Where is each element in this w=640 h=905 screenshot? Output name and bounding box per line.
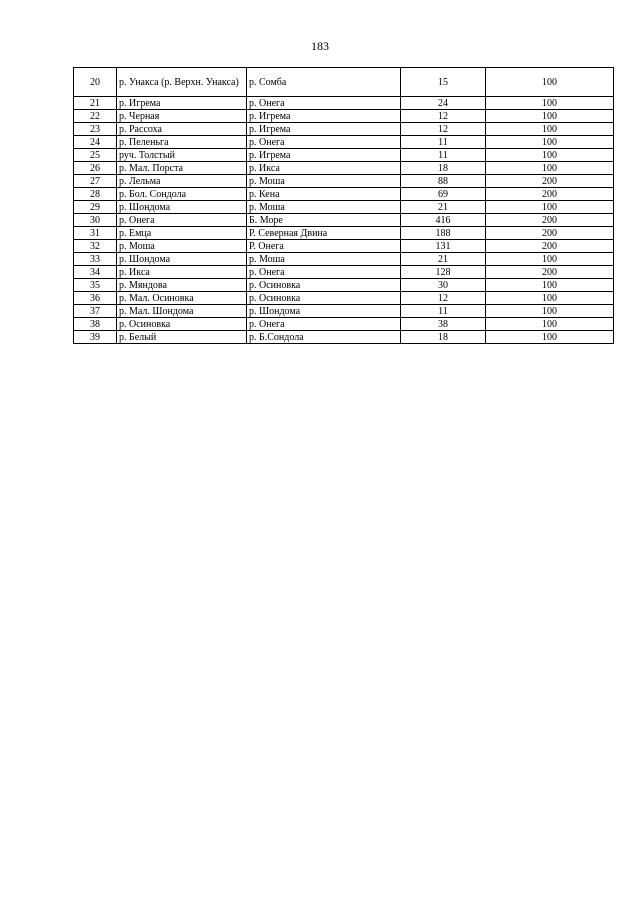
- table-row: [74, 331, 614, 344]
- protection-zone-width: 200: [486, 175, 614, 188]
- river-name: р. Лельма: [117, 175, 247, 188]
- row-number: 30: [74, 214, 117, 227]
- table-row: [74, 68, 614, 97]
- protection-zone-width: 100: [486, 68, 614, 97]
- table-row: [74, 201, 614, 214]
- protection-zone-width: 100: [486, 162, 614, 175]
- river-name: р. Черная: [117, 110, 247, 123]
- row-number: 34: [74, 266, 117, 279]
- table-row: [74, 149, 614, 162]
- table-row: [74, 136, 614, 149]
- table-row: [74, 188, 614, 201]
- river-mouth: р. Игрема: [247, 149, 401, 162]
- river-length: 24: [401, 97, 486, 110]
- river-name: р. Моша: [117, 240, 247, 253]
- river-name: р. Рассоха: [117, 123, 247, 136]
- row-number: 33: [74, 253, 117, 266]
- river-name: р. Онега: [117, 214, 247, 227]
- river-mouth: р. Онега: [247, 318, 401, 331]
- river-mouth: р. Моша: [247, 201, 401, 214]
- row-number: 29: [74, 201, 117, 214]
- river-mouth: р. Б.Сондола: [247, 331, 401, 344]
- river-mouth: Р. Онега: [247, 240, 401, 253]
- river-name: р. Шондома: [117, 201, 247, 214]
- river-mouth: Б. Море: [247, 214, 401, 227]
- river-length: 88: [401, 175, 486, 188]
- river-mouth: р. Онега: [247, 97, 401, 110]
- river-mouth: Р. Северная Двина: [247, 227, 401, 240]
- river-length: 15: [401, 68, 486, 97]
- protection-zone-width: 100: [486, 201, 614, 214]
- river-length: 11: [401, 305, 486, 318]
- table-row: [74, 318, 614, 331]
- table-row: [74, 97, 614, 110]
- row-number: 38: [74, 318, 117, 331]
- river-name: р. Икса: [117, 266, 247, 279]
- row-number: 36: [74, 292, 117, 305]
- river-name: р. Мал. Порста: [117, 162, 247, 175]
- protection-zone-width: 100: [486, 97, 614, 110]
- protection-zone-width: 200: [486, 266, 614, 279]
- row-number: 37: [74, 305, 117, 318]
- protection-zone-width: 200: [486, 227, 614, 240]
- river-mouth: р. Моша: [247, 253, 401, 266]
- river-name: р. Емца: [117, 227, 247, 240]
- river-mouth: р. Игрема: [247, 123, 401, 136]
- row-number: 27: [74, 175, 117, 188]
- river-name: р. Белый: [117, 331, 247, 344]
- river-length: 416: [401, 214, 486, 227]
- table-row: [74, 175, 614, 188]
- river-name: р. Игрема: [117, 97, 247, 110]
- table-row: [74, 279, 614, 292]
- row-number: 25: [74, 149, 117, 162]
- river-length: 69: [401, 188, 486, 201]
- river-name: р. Пеленьга: [117, 136, 247, 149]
- river-mouth: р. Онега: [247, 136, 401, 149]
- river-mouth: р. Осиновка: [247, 292, 401, 305]
- protection-zone-width: 100: [486, 149, 614, 162]
- table-row: [74, 266, 614, 279]
- river-mouth: р. Игрема: [247, 110, 401, 123]
- river-mouth: р. Моша: [247, 175, 401, 188]
- row-number: 23: [74, 123, 117, 136]
- river-mouth: р. Онега: [247, 266, 401, 279]
- river-length: 21: [401, 253, 486, 266]
- table-row: [74, 110, 614, 123]
- table-row: [74, 123, 614, 136]
- river-length: 12: [401, 110, 486, 123]
- protection-zone-width: 200: [486, 240, 614, 253]
- rivers-table: [73, 67, 614, 344]
- row-number: 39: [74, 331, 117, 344]
- protection-zone-width: 100: [486, 318, 614, 331]
- row-number: 35: [74, 279, 117, 292]
- river-name: р. Унакса (р. Верхн. Унакса): [117, 68, 247, 97]
- river-length: 188: [401, 227, 486, 240]
- river-length: 11: [401, 136, 486, 149]
- river-name: руч. Толстый: [117, 149, 247, 162]
- table-row: [74, 240, 614, 253]
- rivers-table-body: [74, 68, 614, 344]
- river-name: р. Мяндова: [117, 279, 247, 292]
- table-row: [74, 214, 614, 227]
- protection-zone-width: 200: [486, 214, 614, 227]
- river-length: 18: [401, 162, 486, 175]
- protection-zone-width: 100: [486, 279, 614, 292]
- river-mouth: р. Кена: [247, 188, 401, 201]
- page-number: 183: [311, 39, 329, 53]
- river-length: 38: [401, 318, 486, 331]
- protection-zone-width: 100: [486, 292, 614, 305]
- table-row: [74, 292, 614, 305]
- river-name: р. Мал. Шондома: [117, 305, 247, 318]
- protection-zone-width: 100: [486, 110, 614, 123]
- river-length: 12: [401, 123, 486, 136]
- river-mouth: р. Сомба: [247, 68, 401, 97]
- river-length: 12: [401, 292, 486, 305]
- river-length: 18: [401, 331, 486, 344]
- row-number: 20: [74, 68, 117, 97]
- river-length: 128: [401, 266, 486, 279]
- river-length: 11: [401, 149, 486, 162]
- protection-zone-width: 100: [486, 253, 614, 266]
- row-number: 31: [74, 227, 117, 240]
- river-name: р. Бол. Сондола: [117, 188, 247, 201]
- river-mouth: р. Шондома: [247, 305, 401, 318]
- river-length: 131: [401, 240, 486, 253]
- river-length: 21: [401, 201, 486, 214]
- river-name: р. Осиновка: [117, 318, 247, 331]
- table-row: [74, 253, 614, 266]
- table-row: [74, 305, 614, 318]
- river-length: 30: [401, 279, 486, 292]
- protection-zone-width: 100: [486, 123, 614, 136]
- row-number: 21: [74, 97, 117, 110]
- row-number: 26: [74, 162, 117, 175]
- protection-zone-width: 100: [486, 331, 614, 344]
- table-row: [74, 162, 614, 175]
- protection-zone-width: 200: [486, 188, 614, 201]
- protection-zone-width: 100: [486, 136, 614, 149]
- row-number: 22: [74, 110, 117, 123]
- river-name: р. Шондома: [117, 253, 247, 266]
- row-number: 24: [74, 136, 117, 149]
- river-mouth: р. Осиновка: [247, 279, 401, 292]
- row-number: 28: [74, 188, 117, 201]
- table-row: [74, 227, 614, 240]
- row-number: 32: [74, 240, 117, 253]
- protection-zone-width: 100: [486, 305, 614, 318]
- river-mouth: р. Икса: [247, 162, 401, 175]
- river-name: р. Мал. Осиновка: [117, 292, 247, 305]
